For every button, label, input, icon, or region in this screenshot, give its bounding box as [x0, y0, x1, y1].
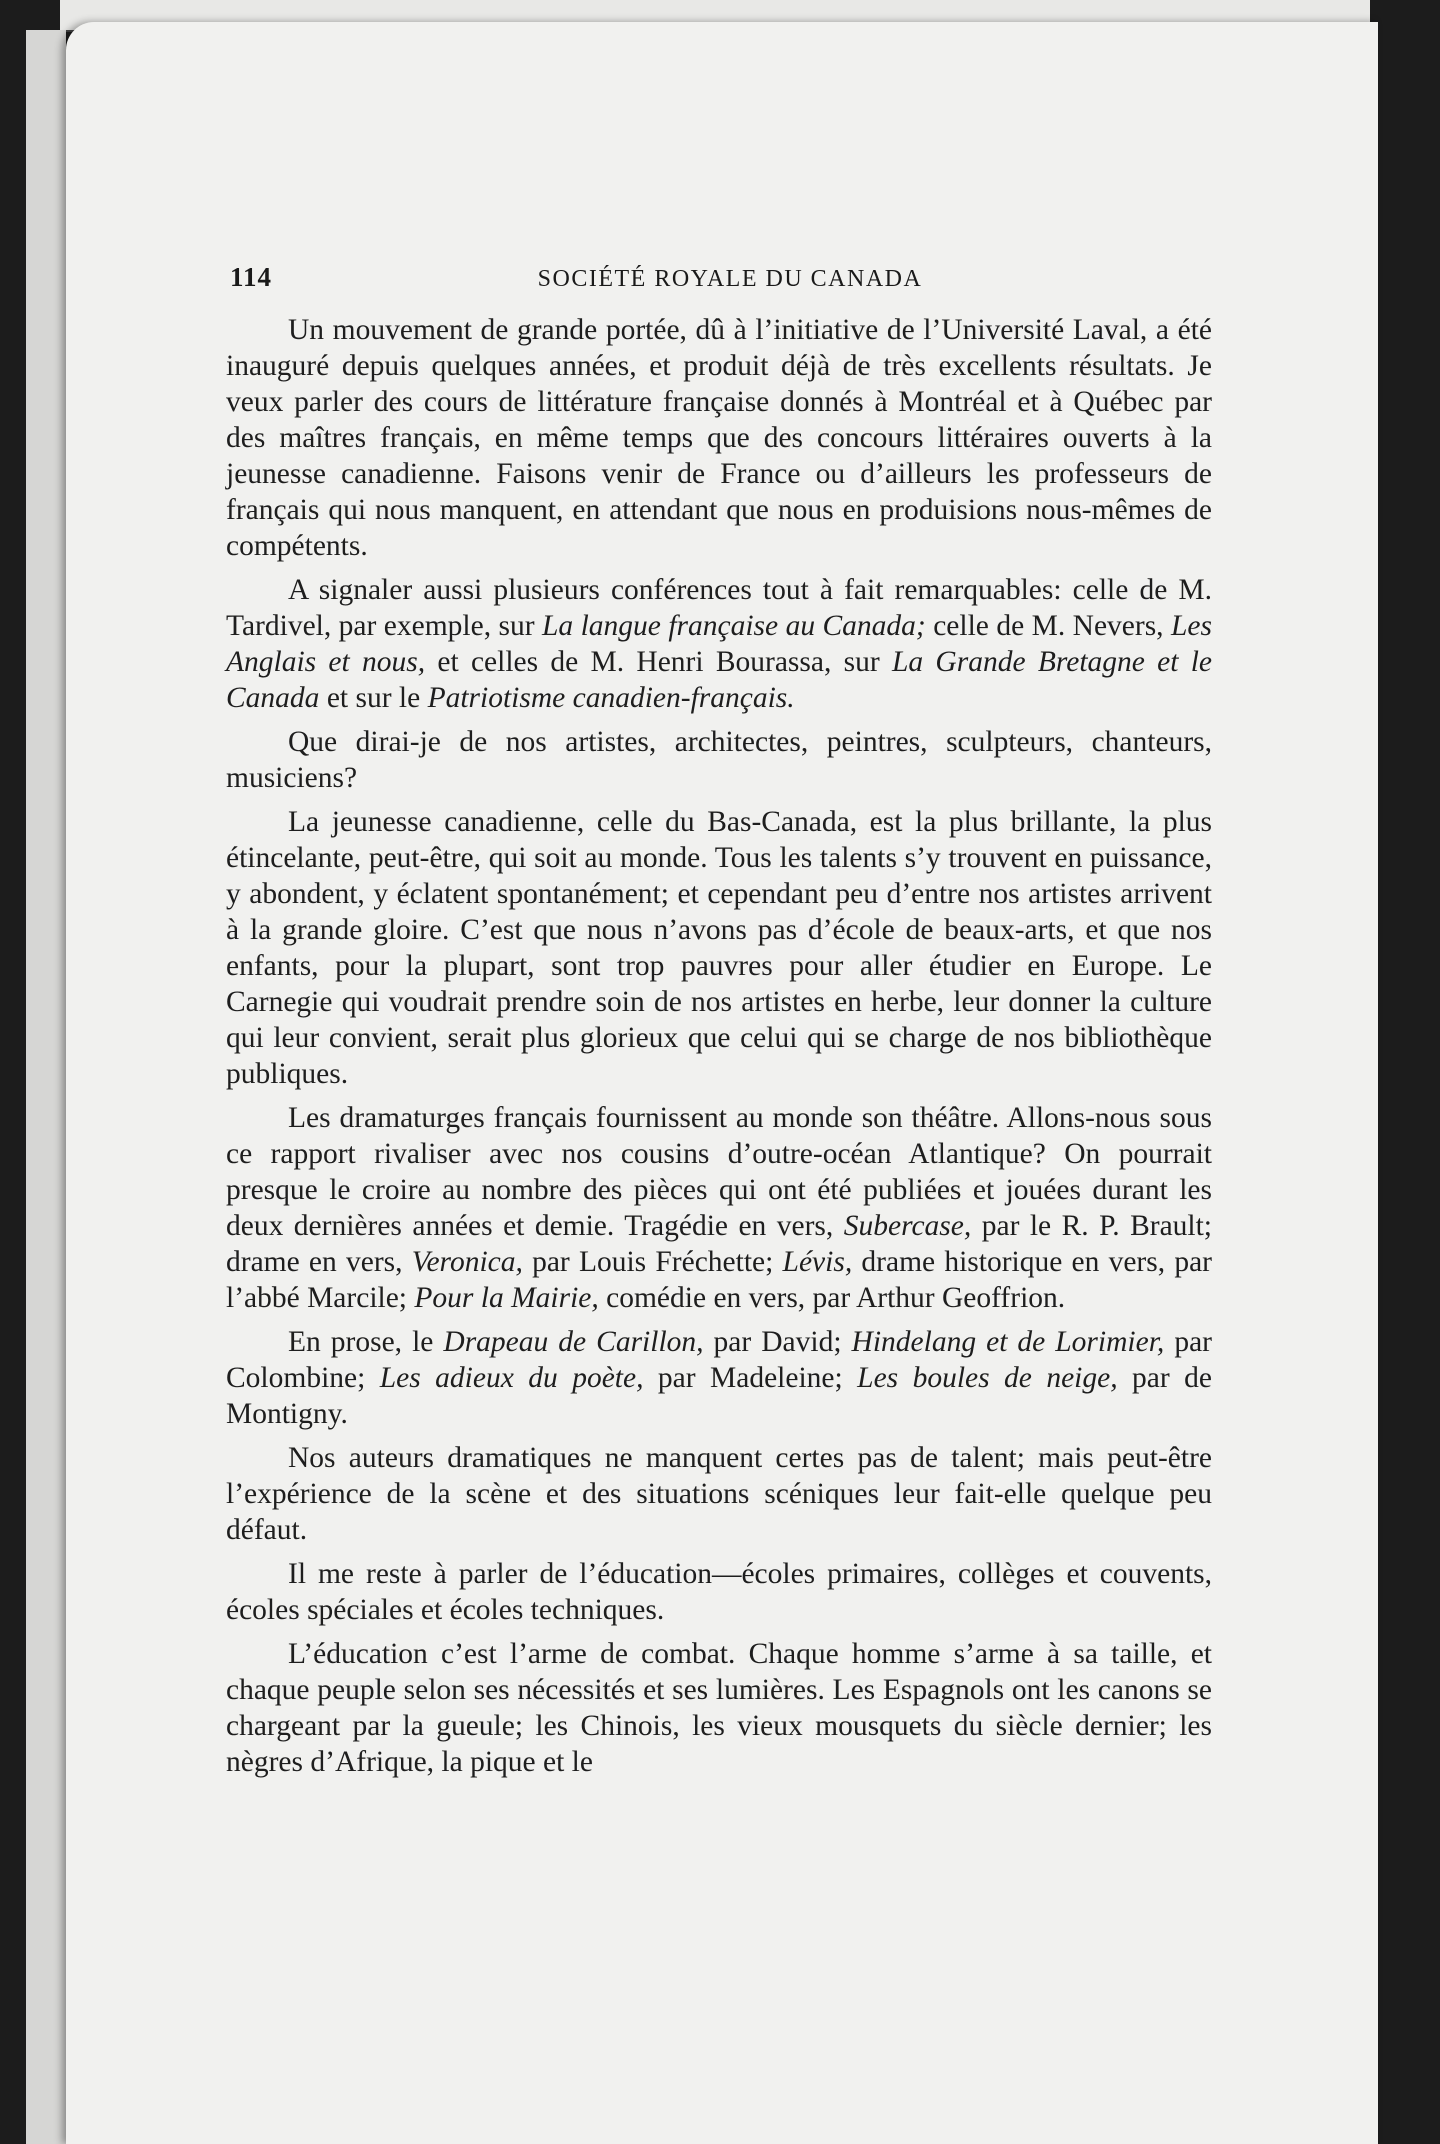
text-run: La jeunesse canadienne, celle du Bas-Canada, est la plus brillante, la plus étincelante, peut-être, qui soit au monde. Tous les talents s’y trouvent en puissance, y abondent, y éclatent spontanément; et cependant peu d’entre nos artistes arrivent à la grande gloire. C’est que nous n’avons pas d’école de beaux-arts, et que nos enfants, pour la plupart, sont trop pauvres pour aller étudier en Europe. Le Carnegie qui voudrait prendre soin de nos artistes en herbe, leur donner la culture qui leur convient, serait plus glorieux que celui qui se charge de nos bibliothèque publiques. — [226, 806, 1212, 1090]
italic-title: La langue française au Canada; — [542, 610, 926, 642]
paragraph — [226, 1636, 1212, 1780]
paragraph — [226, 1556, 1212, 1628]
text-run: Nos auteurs dramatiques ne manquent certes pas de talent; mais peut-être l’expérience de la scène et des situations scéniques leur fait-elle quelque peu défaut. — [226, 1442, 1212, 1546]
italic-title: Les adieux du poète, — [379, 1362, 644, 1394]
text-run: par de Montigny. — [226, 1362, 1212, 1430]
paragraph — [226, 724, 1212, 796]
text-run: et sur le — [319, 682, 428, 714]
italic-title: Veronica, — [411, 1246, 523, 1278]
paragraph — [226, 1324, 1212, 1432]
italic-title: La Grande Bretagne et le Canada — [226, 646, 1213, 714]
body-text — [226, 312, 1212, 1788]
page-header — [230, 262, 1230, 302]
text-run: par Madeleine; — [643, 1362, 858, 1394]
italic-title: Drapeau de Carillon, — [443, 1326, 704, 1358]
italic-title: Les Anglais et nous, — [226, 610, 1212, 678]
italic-title: Pour la Mairie, — [414, 1282, 599, 1314]
italic-title: Lévis, — [782, 1246, 853, 1278]
page-number: 114 — [230, 262, 273, 292]
paragraph — [226, 1100, 1212, 1316]
text-run: L’éducation c’est l’arme de combat. Chaque homme s’arme à sa taille, et chaque peuple selon ses nécessités et ses lumières. Les Espagnols ont les canons se chargeant par la gueule; les Chinois, les vieux mousquets du siècle dernier; les nègres d’Afrique, la pique et le — [226, 1638, 1212, 1778]
running-head: SOCIÉTÉ ROYALE DU CANADA — [537, 266, 923, 292]
italic-title: Subercase, — [843, 1210, 972, 1242]
text-run: Les dramaturges français fournissent au monde son théâtre. Allons-nous sous ce rapport rivaliser avec nos cousins d’outre-océan Atlantique? On pourrait presque le croire au nombre des pièces qui ont été publiées et jouées durant les deux dernières années et demie. Tragédie en vers, — [226, 1102, 1212, 1242]
paragraph — [226, 312, 1212, 564]
text-run: et celles de M. Henri Bourassa, sur — [425, 646, 892, 678]
italic-title: Les boules de neige, — [857, 1362, 1118, 1394]
text-run: A signaler aussi plusieurs conférences tout à fait remarquables: celle de M. Tardivel, par exemple, sur — [226, 574, 1212, 642]
text-run: celle de M. Nevers, — [925, 610, 1172, 642]
underlying-page-edge-left — [26, 30, 66, 2144]
italic-title: Hindelang et de Lorimier, — [851, 1326, 1165, 1358]
italic-title: Patriotisme canadien-français. — [427, 682, 795, 714]
text-run: Que dirai-je de nos artistes, architectes, peintres, sculpteurs, chanteurs, musiciens? — [226, 726, 1212, 794]
text-run: par David; — [703, 1326, 852, 1358]
text-run: drame historique en vers, par l’abbé Marcile; — [226, 1246, 1212, 1314]
text-run: Il me reste à parler de l’éducation—écoles primaires, collèges et couvents, écoles spéciales et écoles techniques. — [226, 1558, 1212, 1626]
paragraph — [226, 1440, 1212, 1548]
text-run: par Louis Fréchette; — [522, 1246, 783, 1278]
paragraph — [226, 804, 1212, 1092]
paragraph — [226, 572, 1212, 716]
text-run: En prose, le — [288, 1326, 444, 1358]
text-run: comédie en vers, par Arthur Geoffrion. — [598, 1282, 1066, 1314]
text-run: par le R. P. Brault; drame en vers, — [226, 1210, 1213, 1278]
text-run: par Colombine; — [226, 1326, 1212, 1394]
text-run: Un mouvement de grande portée, dû à l’initiative de l’Université Laval, a été inauguré depuis quelques années, et produit déjà de très excellents résultats. Je veux parler des cours de littérature française donnés à Montréal et à Québec par des maîtres français, en même temps que des concours littéraires ouverts à la jeunesse canadienne. Faisons venir de France ou d’ailleurs les professeurs de français qui nous manquent, en attendant que nous en produisions nous-mêmes de compétents. — [226, 314, 1212, 562]
